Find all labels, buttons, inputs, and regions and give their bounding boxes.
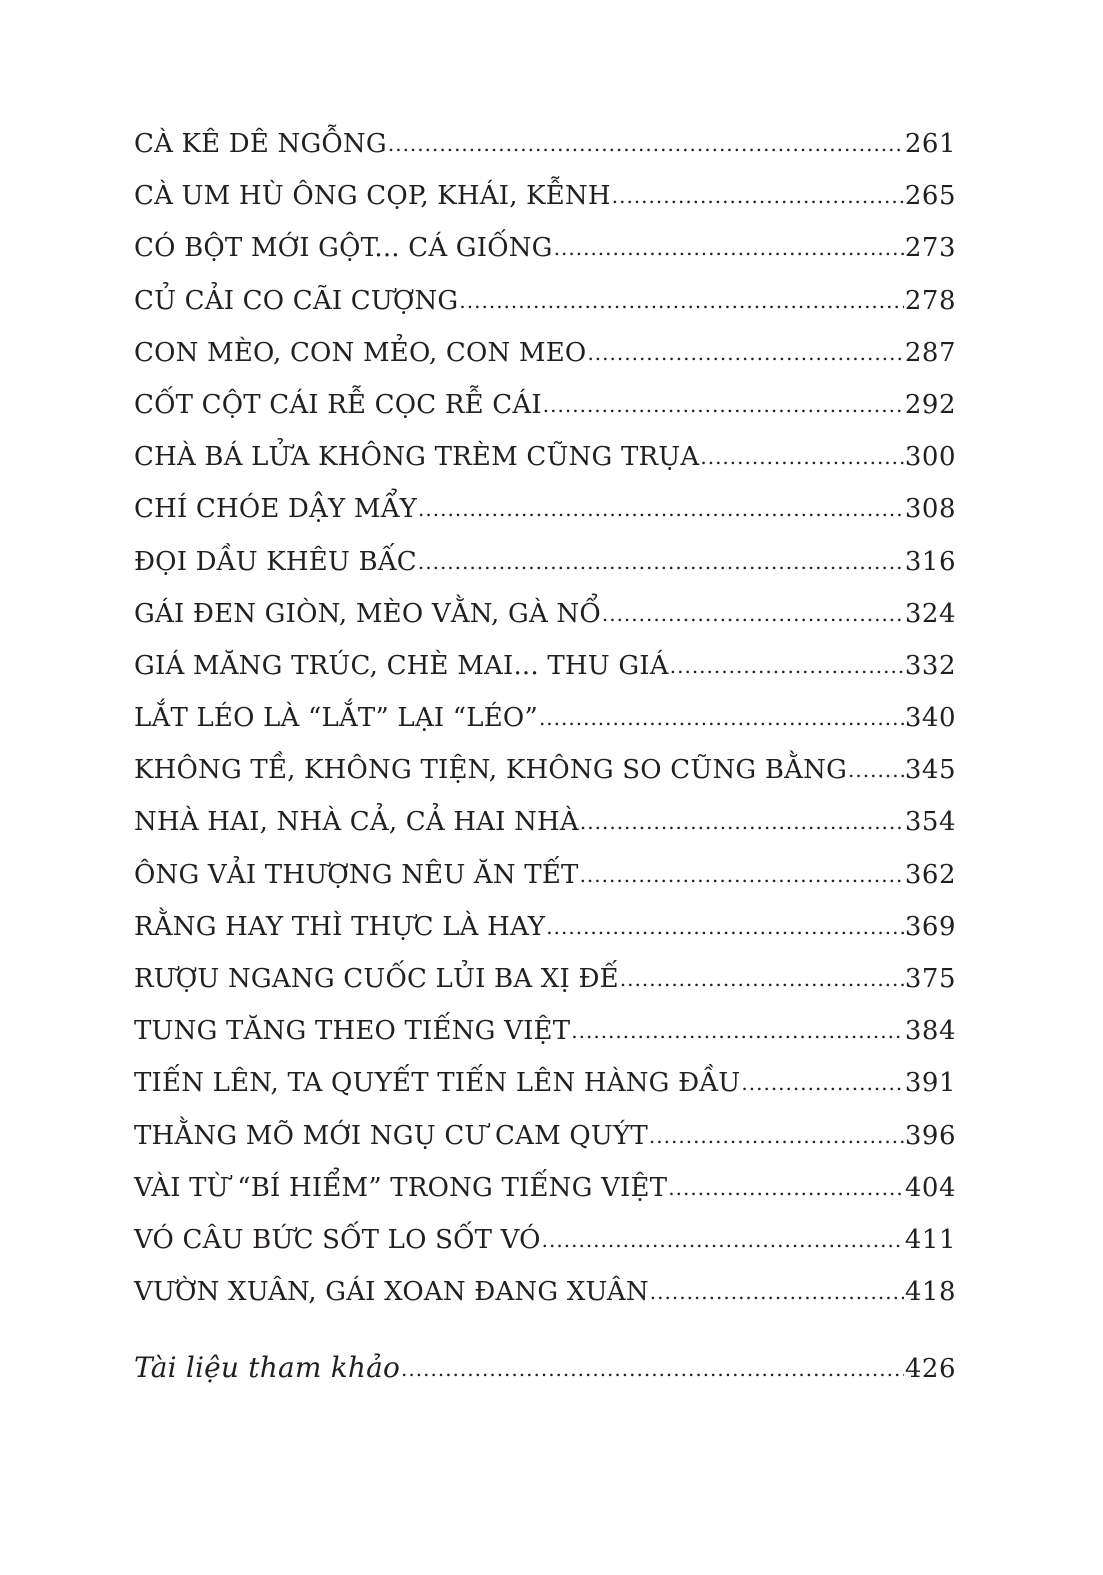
toc-entry-title: ĐỌI DẦU KHÊU BẤC — [134, 546, 417, 577]
dot-leader — [401, 1343, 904, 1395]
dot-leader — [650, 1266, 904, 1318]
toc-entry-title: GÁI ĐEN GIÒN, MÈO VẰN, GÀ NỔ — [134, 598, 601, 629]
toc-entry[interactable] — [134, 1162, 956, 1214]
toc-entry-page: 354 — [904, 807, 956, 838]
toc-entry-page: 362 — [904, 859, 956, 890]
dot-leader — [546, 901, 904, 953]
toc-entry-title: VÓ CÂU BỨC SỐT LO SỐT VÓ — [134, 1224, 541, 1255]
toc-entry-page: 273 — [904, 233, 956, 264]
toc-entry-page: 278 — [904, 285, 956, 316]
dot-leader — [554, 222, 904, 274]
dot-leader — [741, 1057, 903, 1109]
toc-entry[interactable] — [134, 640, 956, 692]
toc-entry-title: CON MÈO, CON MẺO, CON MEO — [134, 337, 587, 368]
toc-entry-title: Tài liệu tham khảo — [134, 1351, 401, 1385]
dot-leader — [700, 431, 904, 483]
toc-entry-page: 316 — [904, 546, 956, 577]
toc-entry[interactable] — [134, 379, 956, 431]
toc-entry[interactable] — [134, 901, 956, 953]
dot-leader — [418, 483, 904, 535]
toc-entry[interactable] — [134, 953, 956, 1005]
toc-entry-page: 411 — [904, 1224, 956, 1255]
toc-entry-page: 404 — [904, 1172, 956, 1203]
toc-entry-page: 300 — [904, 442, 956, 473]
toc-entry-page: 384 — [904, 1016, 956, 1047]
dot-leader — [649, 1110, 904, 1162]
dot-leader — [542, 1214, 904, 1266]
toc-entry-page: 426 — [904, 1354, 956, 1385]
dot-leader — [571, 1005, 904, 1057]
toc-entry-title: CHÍ CHÓE DẬY MẨY — [134, 494, 418, 525]
toc-entry[interactable] — [134, 1057, 956, 1109]
dot-leader — [602, 588, 904, 640]
toc-entry-title: CÀ KÊ DÊ NGỖNG — [134, 129, 387, 159]
dot-leader — [848, 744, 904, 796]
toc-entry-page: 396 — [904, 1120, 956, 1151]
toc-entry-title: THẰNG MÕ MỚI NGỤ CƯ CAM QUÝT — [134, 1120, 648, 1151]
toc-entry-page: 340 — [904, 703, 956, 734]
toc-entry[interactable] — [134, 744, 956, 796]
section-spacer — [134, 1318, 956, 1342]
dot-leader — [388, 118, 904, 170]
dot-leader — [587, 327, 903, 379]
toc-entry-title: GIÁ MĂNG TRÚC, CHÈ MAI... THU GIÁ — [134, 650, 669, 681]
toc-entry[interactable] — [134, 170, 956, 222]
toc-entry-page: 261 — [904, 129, 956, 159]
dot-leader — [543, 379, 904, 431]
dot-leader — [612, 170, 904, 222]
toc-entry-title: ÔNG VẢI THƯỢNG NÊU ĂN TẾT — [134, 859, 579, 890]
dot-leader — [459, 275, 903, 327]
toc-entry-references[interactable] — [134, 1342, 956, 1394]
toc-entry[interactable] — [134, 1214, 956, 1266]
toc-entry-title: CÓ BỘT MỚI GỘT... CÁ GIỐNG — [134, 233, 553, 264]
dot-leader — [580, 849, 904, 901]
toc-entry-title: CỦ CẢI CO CÃI CƯỢNG — [134, 285, 459, 316]
toc-entry[interactable] — [134, 431, 956, 483]
toc-entry-page: 418 — [904, 1277, 956, 1308]
toc-entry[interactable] — [134, 1110, 956, 1162]
dot-leader — [668, 1162, 904, 1214]
toc-entry[interactable] — [134, 692, 956, 744]
toc-entry[interactable] — [134, 118, 956, 170]
toc-entry-title: CHÀ BÁ LỬA KHÔNG TRÈM CŨNG TRỤA — [134, 442, 700, 473]
table-of-contents — [134, 118, 956, 1395]
toc-entry[interactable] — [134, 327, 956, 379]
toc-entry[interactable] — [134, 483, 956, 535]
toc-entry-title: CỐT CỘT CÁI RỄ CỌC RỄ CÁI — [134, 389, 542, 420]
toc-entry-title: NHÀ HAI, NHÀ CẢ, CẢ HAI NHÀ — [134, 807, 579, 838]
toc-entry-title: CÀ UM HÙ ÔNG CỌP, KHÁI, KỄNH — [134, 181, 611, 212]
toc-entry-page: 308 — [904, 494, 956, 525]
dot-leader — [539, 692, 904, 744]
toc-entry[interactable] — [134, 222, 956, 274]
toc-entry[interactable] — [134, 536, 956, 588]
toc-entry-page: 375 — [904, 964, 956, 994]
toc-entry-title: VƯỜN XUÂN, GÁI XOAN ĐANG XUÂN — [134, 1277, 649, 1308]
toc-entry-title: RẰNG HAY THÌ THỰC LÀ HAY — [134, 911, 546, 942]
toc-entry[interactable] — [134, 1266, 956, 1318]
toc-entry-page: 287 — [904, 337, 956, 368]
dot-leader — [670, 640, 904, 692]
toc-entry[interactable] — [134, 849, 956, 901]
toc-entry-page: 332 — [904, 650, 956, 681]
toc-entry-page: 345 — [904, 755, 956, 786]
toc-entry[interactable] — [134, 588, 956, 640]
toc-entry-title: RƯỢU NGANG CUỐC LỦI BA XỊ ĐẾ — [134, 964, 619, 994]
toc-entry-title: TUNG TĂNG THEO TIẾNG VIỆT — [134, 1016, 571, 1047]
toc-entry[interactable] — [134, 275, 956, 327]
toc-entry[interactable] — [134, 796, 956, 848]
toc-entry-page: 324 — [904, 598, 956, 629]
dot-leader — [580, 796, 904, 848]
dot-leader — [418, 536, 904, 588]
toc-entry-title: LẮT LÉO LÀ “LẮT” LẠI “LÉO” — [134, 703, 538, 734]
toc-entry-title: TIẾN LÊN, TA QUYẾT TIẾN LÊN HÀNG ĐẦU — [134, 1068, 741, 1099]
toc-entry-title: VÀI TỪ “BÍ HIỂM” TRONG TIẾNG VIỆT — [134, 1172, 668, 1203]
toc-entry[interactable] — [134, 1005, 956, 1057]
toc-entry-page: 369 — [904, 911, 956, 942]
toc-entry-page: 391 — [904, 1068, 956, 1099]
dot-leader — [620, 953, 904, 1005]
toc-entry-page: 265 — [904, 181, 956, 212]
toc-entry-title: KHÔNG TỀ, KHÔNG TIỆN, KHÔNG SO CŨNG BẰNG — [134, 755, 848, 786]
toc-entry-page: 292 — [904, 389, 956, 420]
